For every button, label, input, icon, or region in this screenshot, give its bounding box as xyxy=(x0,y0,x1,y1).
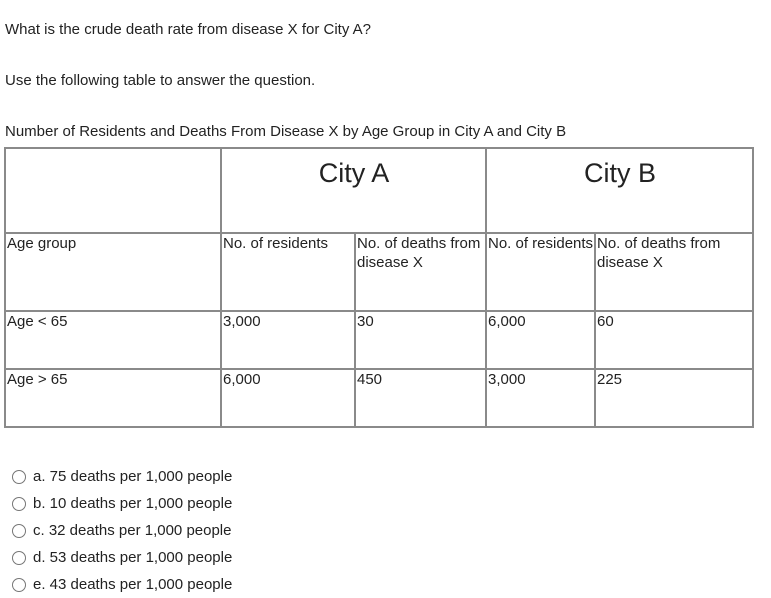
option-label: e. 43 deaths per 1,000 people xyxy=(33,575,233,593)
table-header-row xyxy=(5,148,753,233)
cell-city-b-residents: 3,000 xyxy=(486,369,595,427)
col-header-age-group: Age group xyxy=(5,233,221,311)
col-header-city-b-residents: No. of residents xyxy=(486,233,595,311)
option-label: d. 53 deaths per 1,000 people xyxy=(33,548,233,566)
col-header-city-a-deaths: No. of deaths from disease X xyxy=(355,233,486,311)
option-c[interactable] xyxy=(12,517,232,544)
cell-city-a-residents: 3,000 xyxy=(221,311,355,369)
city-a-header: City A xyxy=(221,148,486,233)
question-text: What is the crude death rate from disease X for City A? xyxy=(5,21,372,38)
empty-header-cell xyxy=(5,148,221,233)
option-label: c. 32 deaths per 1,000 people xyxy=(33,521,232,539)
radio-button[interactable] xyxy=(12,578,26,592)
cell-age-group: Age < 65 xyxy=(5,311,221,369)
col-header-city-a-residents: No. of residents xyxy=(221,233,355,311)
option-label: a. 75 deaths per 1,000 people xyxy=(33,467,233,485)
radio-button[interactable] xyxy=(12,497,26,511)
cell-city-a-residents: 6,000 xyxy=(221,369,355,427)
table-row xyxy=(5,369,753,427)
option-label: b. 10 deaths per 1,000 people xyxy=(33,494,233,512)
table-caption: Number of Residents and Deaths From Disease X by Age Group in City A and City B xyxy=(5,123,567,140)
option-b[interactable] xyxy=(12,490,232,517)
answer-options xyxy=(12,463,232,598)
cell-city-b-deaths: 225 xyxy=(595,369,753,427)
option-d[interactable] xyxy=(12,544,232,571)
col-header-city-b-deaths: No. of deaths from disease X xyxy=(595,233,753,311)
cell-age-group: Age > 65 xyxy=(5,369,221,427)
cell-city-b-deaths: 60 xyxy=(595,311,753,369)
city-b-header: City B xyxy=(486,148,753,233)
option-a[interactable] xyxy=(12,463,232,490)
radio-button[interactable] xyxy=(12,551,26,565)
cell-city-b-residents: 6,000 xyxy=(486,311,595,369)
cell-city-a-deaths: 30 xyxy=(355,311,486,369)
radio-button[interactable] xyxy=(12,470,26,484)
table-row xyxy=(5,311,753,369)
instruction-text: Use the following table to answer the question. xyxy=(5,72,316,89)
data-table xyxy=(4,147,754,428)
cell-city-a-deaths: 450 xyxy=(355,369,486,427)
column-header-row xyxy=(5,233,753,311)
radio-button[interactable] xyxy=(12,524,26,538)
